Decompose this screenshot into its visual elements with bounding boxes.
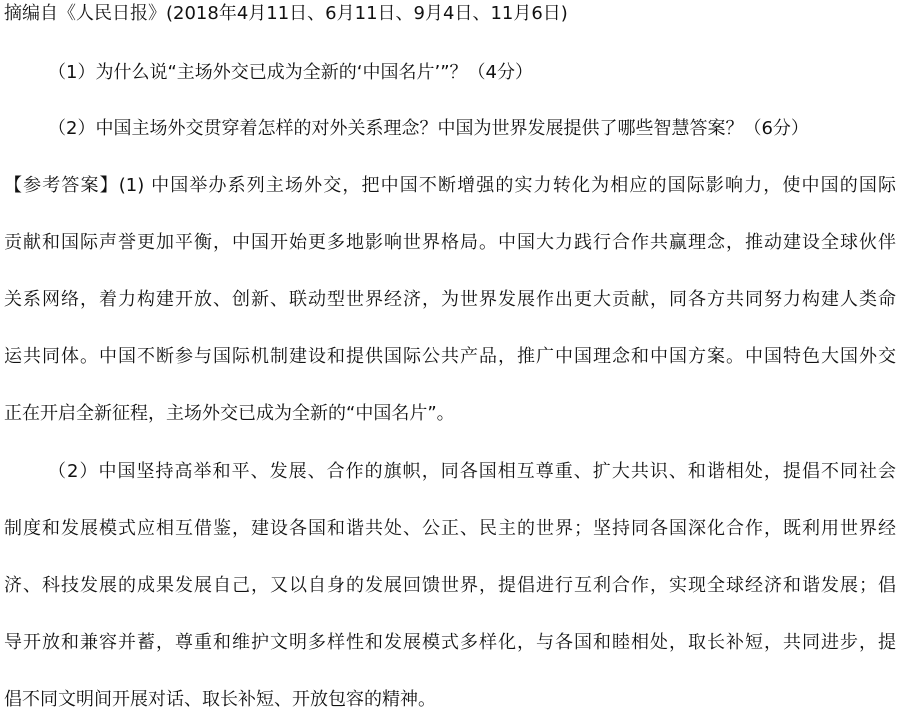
answer-1-line: 贡献和国际声誉更加平衡，中国开始更多地影响世界格局。中国大力践行合作共赢理念，推动建设全球伙伴 <box>4 232 896 253</box>
question-2: （2）中国主场外交贯穿着怎样的对外关系理念？中国为世界发展提供了哪些智慧答案？（6分） <box>48 118 809 139</box>
question-1: （1）为什么说“主场外交已成为全新的‘中国名片’”？（4分） <box>48 62 533 83</box>
answer-2-line: 导开放和兼容并蓄，尊重和维护文明多样性和发展模式多样化，与各国和睦相处，取长补短，共同进步，提 <box>4 632 896 653</box>
answer-1-line: 【参考答案】(1) 中国举办系列主场外交，把中国不断增强的实力转化为相应的国际影响力，使中国的国际 <box>4 175 896 196</box>
answer-2-line: （2）中国坚持高举和平、发展、合作的旗帜，同各国相互尊重、扩大共识、和谐相处，提倡不同社会 <box>48 461 896 482</box>
answer-1-line: 运共同体。中国不断参与国际机制建设和提供国际公共产品，推广中国理念和中国方案。中国特色大国外交 <box>4 346 896 367</box>
answer-2-line: 制度和发展模式应相互借鉴，建设各国和谐共处、公正、民主的世界；坚持同各国深化合作，既利用世界经 <box>4 518 896 539</box>
source-citation: 摘编自《人民日报》(2018年4月11日、6月11日、9月4日、11月6日) <box>4 3 568 24</box>
answer-1-line: 关系网络，着力构建开放、创新、联动型世界经济，为世界发展作出更大贡献，同各方共同努力构建人类命 <box>4 289 896 310</box>
answer-2-line: 济、科技发展的成果发展自己，又以自身的发展回馈世界，提倡进行互利合作，实现全球经济和谐发展；倡 <box>4 575 896 596</box>
answer-1-line: 正在开启全新征程，主场外交已成为全新的“中国名片”。 <box>4 403 455 424</box>
answer-2-line: 倡不同文明间开展对话、取长补短、开放包容的精神。 <box>4 689 436 710</box>
